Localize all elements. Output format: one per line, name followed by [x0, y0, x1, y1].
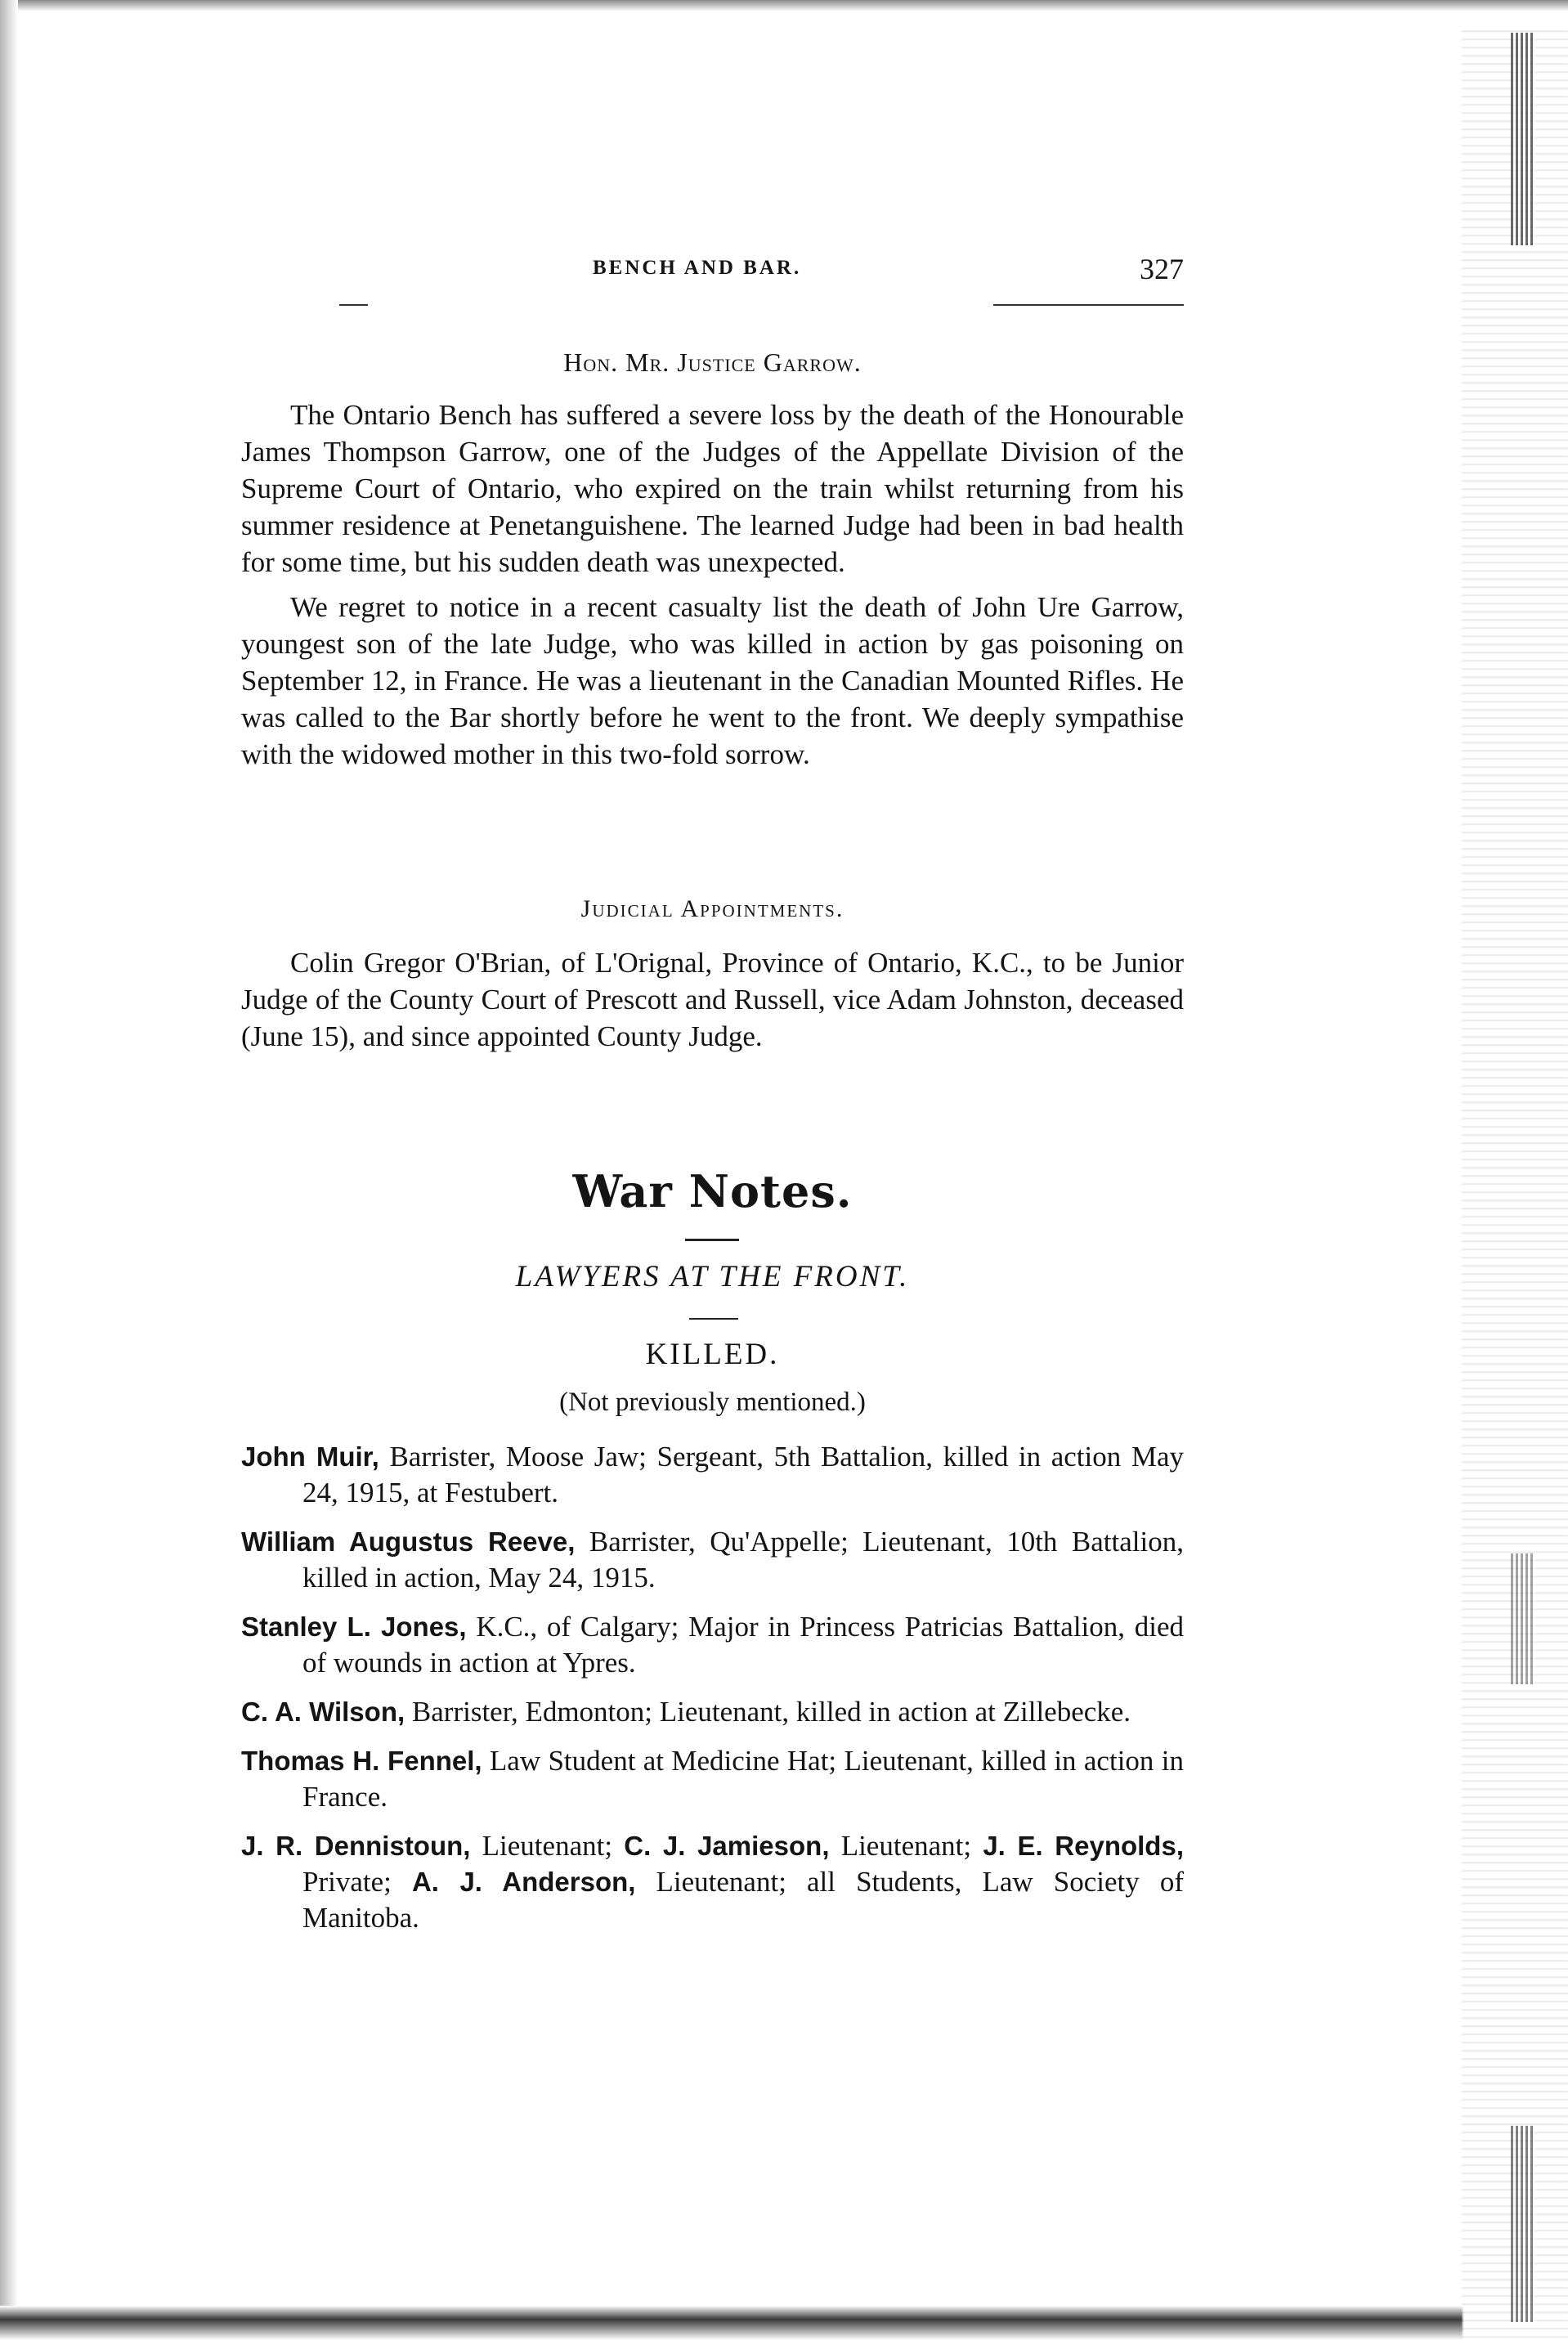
casualty-name: J. R. Dennistoun, — [241, 1831, 471, 1861]
binding-gutter — [1462, 25, 1568, 2340]
header-rule-left — [339, 304, 368, 306]
obituary-title: Hon. Mr. Justice Garrow. — [563, 347, 862, 377]
casualty-name: J. E. Reynolds, — [983, 1831, 1184, 1861]
casualty-list — [241, 1439, 1184, 1949]
page-edge-shadow-bottom — [0, 2306, 1463, 2340]
page-number: 327 — [1140, 253, 1184, 285]
casualty-details: K.C., of Calgary; Major in Princess Patricias Battalion, died of wounds in action at Ypres. — [302, 1611, 1185, 1679]
casualty-name: C. J. Jamieson, — [624, 1831, 830, 1861]
running-header — [241, 252, 1184, 285]
casualty-entry — [241, 1694, 1184, 1730]
page-edge-shadow-top — [0, 0, 1568, 11]
war-notes-subtitle: LAWYERS AT THE FRONT. — [515, 1260, 910, 1293]
casualty-name: C. A. Wilson, — [241, 1697, 405, 1727]
appointments-body — [241, 944, 1184, 1055]
casualty-details: Law Student at Medicine Hat; Lieutenant, killed in action in France. — [302, 1745, 1184, 1813]
war-notes-title: War Notes. — [572, 1165, 853, 1217]
obituary-paragraph: The Ontario Bench has suffered a severe loss by the death of the Honourable James Thompson Garrow, one of the Judges of the Appellate Division of the Supreme Court of Ontario, who expired on the train whilst returning from his summer residence at Penetanguishene. The learned Judge had been in bad health for some time, but his sudden death was unexpected. — [241, 399, 1184, 578]
casualty-details: Barrister, Qu'Appelle; Lieutenant, 10th Battalion, killed in action, May 24, 1915. — [302, 1526, 1184, 1594]
casualty-details: Barrister, Edmonton; Lieutenant, killed in action at Zillebecke. — [405, 1696, 1131, 1728]
casualty-details: Lieutenant; — [829, 1830, 983, 1862]
casualty-entry — [241, 1609, 1184, 1681]
casualty-name: John Muir, — [241, 1441, 379, 1472]
subtitle-rule — [689, 1318, 738, 1320]
casualty-name: Stanley L. Jones, — [241, 1612, 467, 1642]
casualty-details: Barrister, Moose Jaw; Sergeant, 5th Battalion, killed in action May 24, 1915, at Festubert. — [302, 1441, 1185, 1508]
appointments-title: Judicial Appointments. — [580, 895, 844, 922]
page-edge-shadow-left — [0, 0, 18, 2340]
casualty-name: A. J. Anderson, — [411, 1867, 636, 1897]
casualty-entry — [241, 1439, 1184, 1511]
killed-heading: KILLED. — [645, 1338, 780, 1371]
casualty-details: Lieutenant; all Students, Law Society of Manitoba. — [302, 1866, 1184, 1934]
casualty-entry — [241, 1743, 1184, 1815]
casualty-entry-group — [241, 1828, 1184, 1936]
casualty-entry — [241, 1524, 1184, 1596]
casualty-name: William Augustus Reeve, — [241, 1526, 576, 1557]
appointment-paragraph: Colin Gregor O'Brian, of L'Orignal, Province of Ontario, K.C., to be Junior Judge of the County Court of Prescott and Russell, vice Adam Johnston, deceased (June 15), and since appointed County Judge. — [241, 947, 1184, 1052]
binding-gutter-shadow — [1511, 33, 1535, 245]
casualty-details: Private; — [302, 1866, 412, 1898]
casualty-details: Lieutenant; — [470, 1830, 625, 1862]
binding-gutter-shadow — [1511, 2126, 1535, 2322]
binding-gutter-shadow — [1511, 1553, 1535, 1684]
not-previously-note: (Not previously mentioned.) — [559, 1387, 866, 1417]
title-rule — [685, 1239, 739, 1241]
obituary-body — [241, 397, 1184, 773]
obituary-paragraph: We regret to notice in a recent casualty list the death of John Ure Garrow, youngest son of the late Judge, who was killed in action by gas poisoning on September 12, in France. He was a lieutenant in the Canadian Mounted Rifles. He was called to the Bar shortly before he went to the front. We deeply sympathise with the widowed mother in this two-fold sorrow. — [241, 591, 1184, 770]
running-title: BENCH AND BAR. — [593, 257, 802, 279]
header-rule-right — [993, 304, 1184, 306]
casualty-name: Thomas H. Fennel, — [241, 1746, 482, 1776]
